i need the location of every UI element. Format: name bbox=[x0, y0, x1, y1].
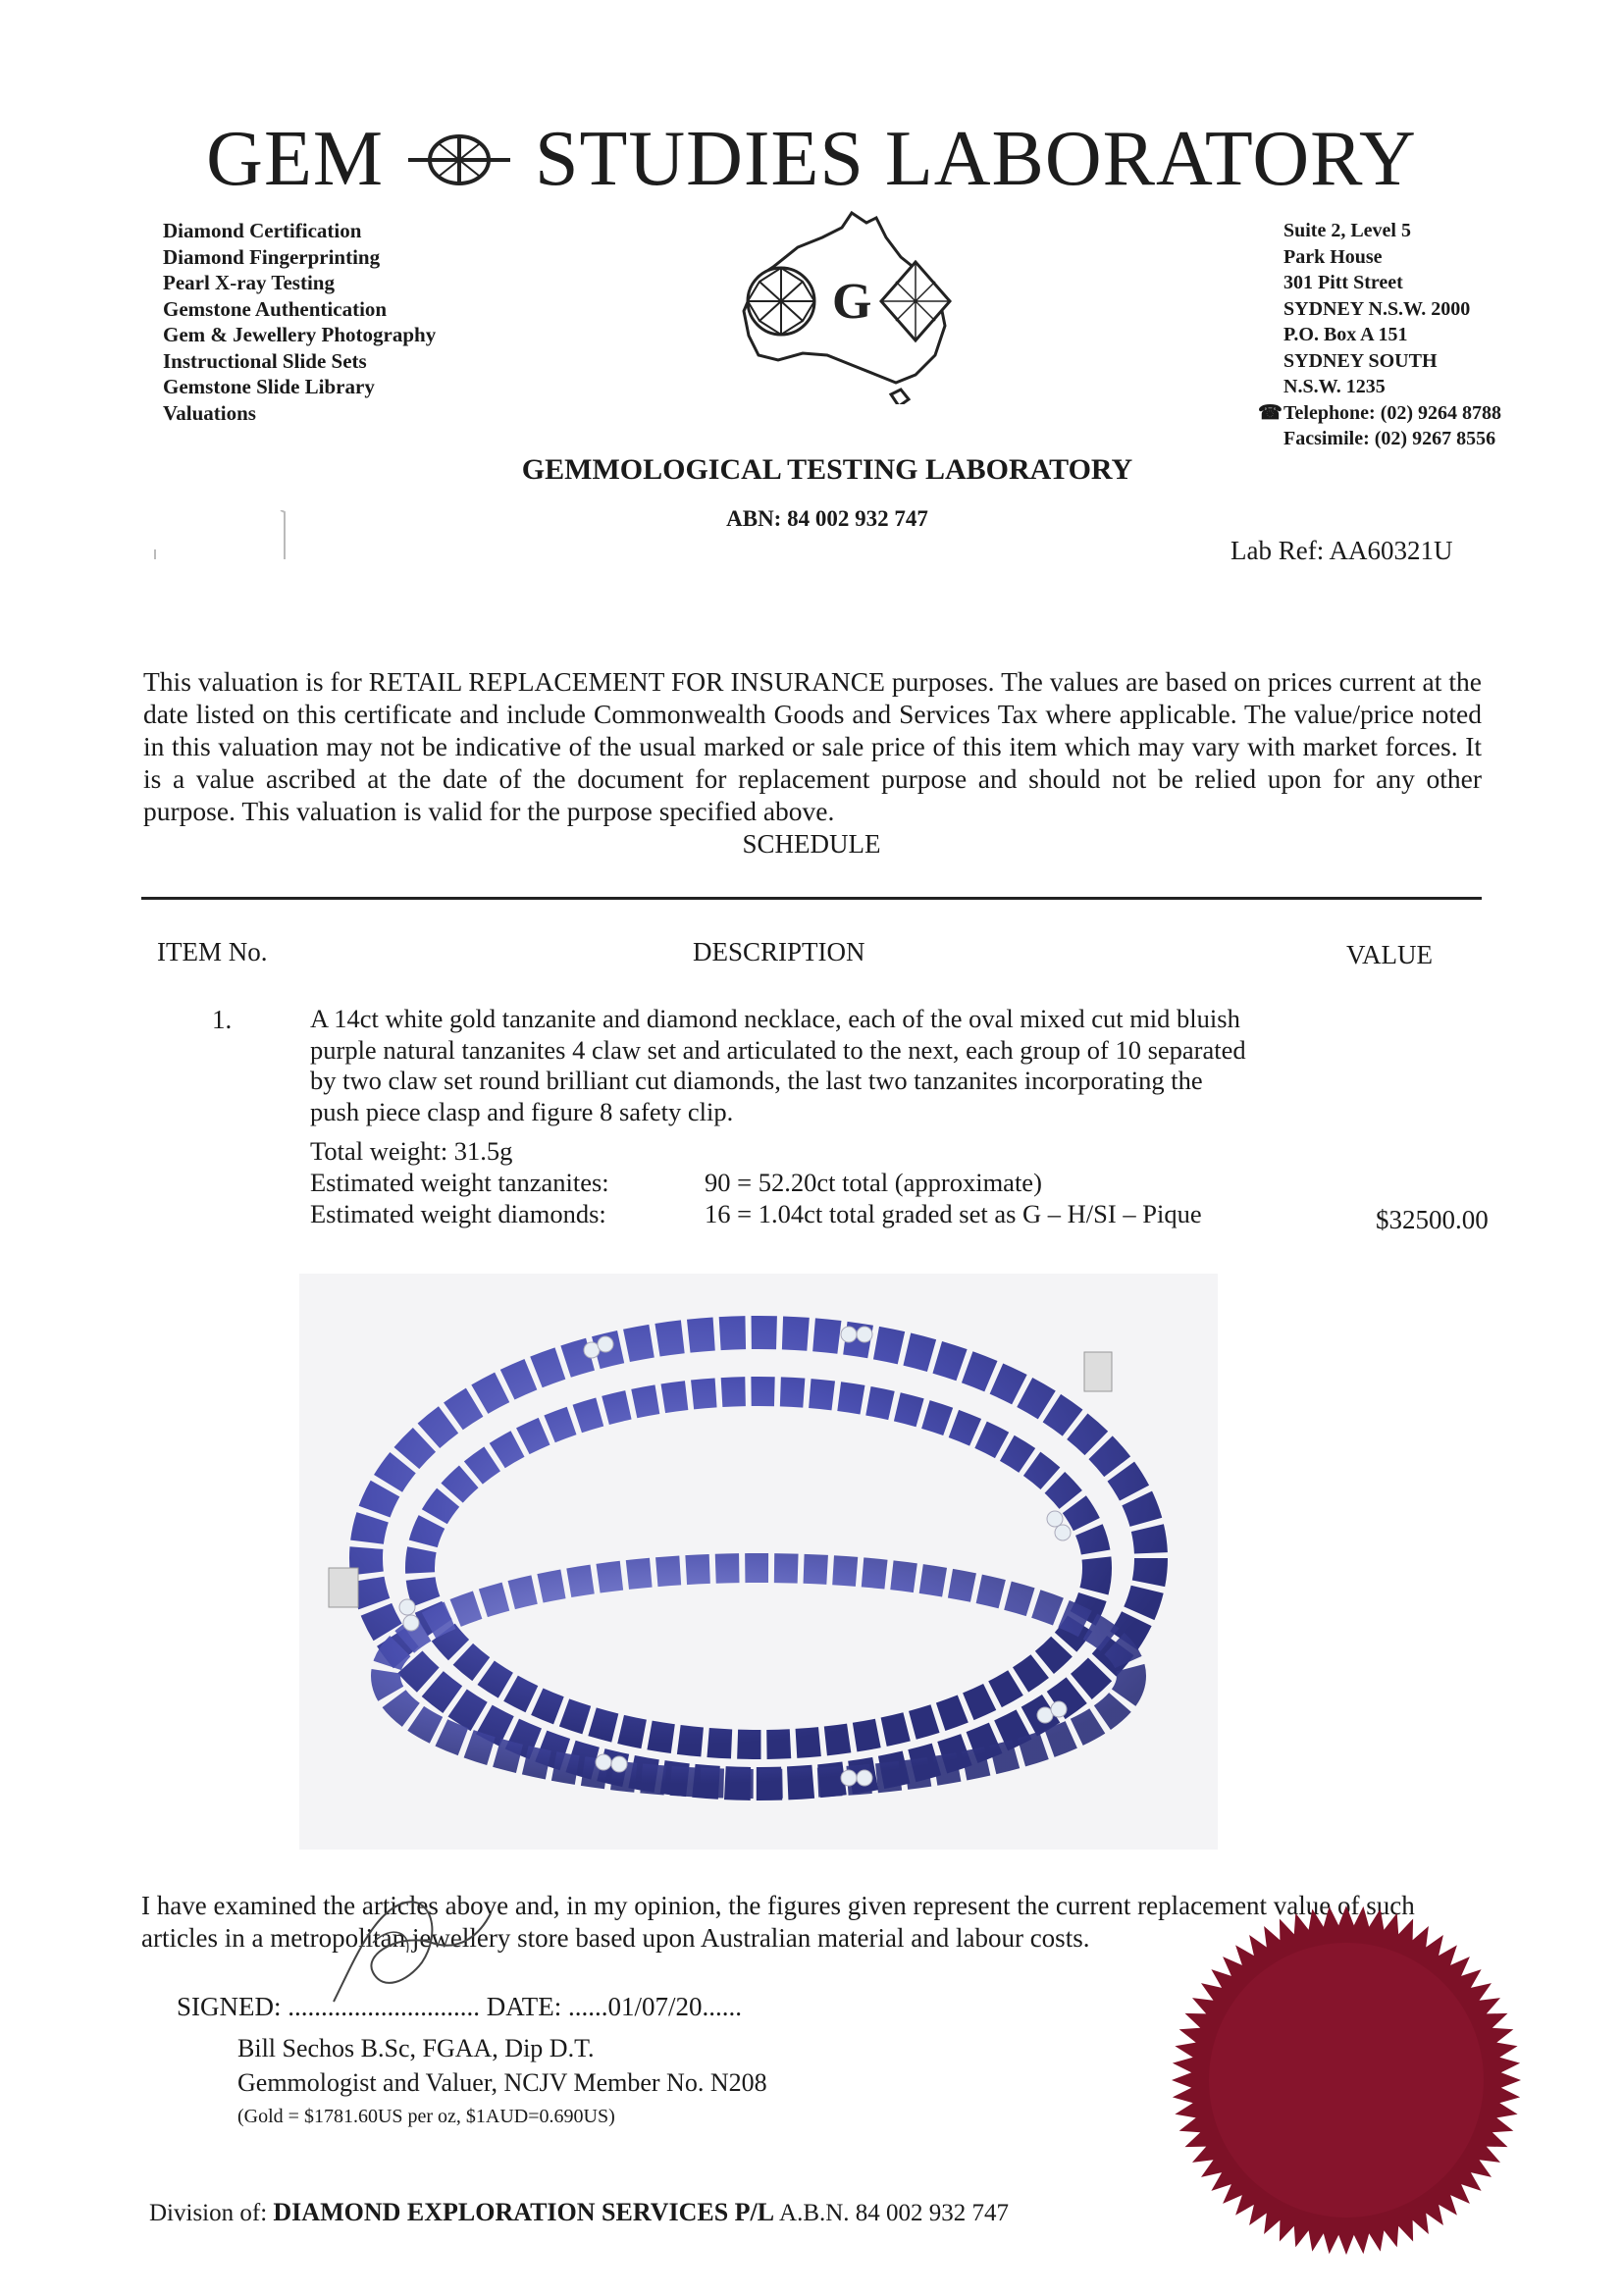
address-line: SYDNEY N.S.W. 2000 bbox=[1283, 297, 1471, 320]
australia-gem-logo bbox=[705, 208, 969, 404]
lab-abn: ABN: 84 002 932 747 bbox=[726, 506, 928, 531]
lab-address bbox=[1258, 218, 1502, 452]
facsimile-line: Facsimile: (02) 9267 8556 bbox=[1283, 428, 1496, 449]
necklace-image bbox=[299, 1274, 1218, 1850]
column-item-no: ITEM No. bbox=[157, 937, 268, 966]
address-line: Park House bbox=[1283, 245, 1383, 268]
service-item: Gemstone Authentication bbox=[163, 296, 388, 321]
division-line bbox=[149, 2198, 1009, 2227]
telephone-icon: ☎ bbox=[1258, 401, 1283, 424]
lab-reference: Lab Ref: AA60321U bbox=[1230, 536, 1453, 565]
logo-letter: G bbox=[832, 274, 872, 330]
address-line: 301 Pitt Street bbox=[1283, 272, 1403, 293]
signer-details bbox=[237, 2031, 767, 2134]
division-abn: A.B.N. 84 002 932 747 bbox=[779, 2200, 1010, 2226]
signer-title: Gemmologist and Valuer, NCJV Member No. N208 bbox=[237, 2068, 767, 2097]
division-prefix: Division of: bbox=[149, 2200, 268, 2226]
service-item: Pearl X-ray Testing bbox=[163, 271, 335, 294]
service-item: Gem & Jewellery Photography bbox=[163, 323, 437, 346]
telephone-text: Telephone: (02) 9264 8788 bbox=[1283, 401, 1502, 424]
tanzanite-weight-label: Estimated weight tanzanites: bbox=[310, 1168, 609, 1197]
lab-title bbox=[0, 108, 1623, 204]
signed-date-line: SIGNED: ............................. DATE: ......01/07/20...... bbox=[177, 1992, 742, 2021]
division-name: DIAMOND EXPLORATION SERVICES P/L bbox=[273, 2198, 775, 2226]
item-value: $32500.00 bbox=[1376, 1205, 1489, 1234]
title-gem: GEM bbox=[206, 116, 384, 203]
item-description: A 14ct white gold tanzanite and diamond necklace, each of the oval mixed cut mid bluish purple natural tanzanites 4 claw set and articulated to the next, each group of 10 separated by two claw set round brilliant cut diamonds, the last two tanzanites incorporating the push piece clasp and figure 8 safety clip. bbox=[310, 1004, 1246, 1126]
address-line: SYDNEY SOUTH bbox=[1283, 349, 1438, 372]
service-item: Valuations bbox=[163, 400, 256, 425]
divider bbox=[141, 897, 1482, 900]
lab-name: GEMMOLOGICAL TESTING LABORATORY bbox=[521, 453, 1133, 486]
service-item: Instructional Slide Sets bbox=[163, 348, 367, 373]
red-wax-seal bbox=[1170, 1904, 1523, 2257]
services-list bbox=[163, 218, 436, 426]
service-item: Diamond Certification bbox=[163, 219, 362, 242]
valuation-intro: This valuation is for RETAIL REPLACEMENT FOR INSURANCE purposes. The values are based on prices current at the date listed on this certificate and include Commonwealth Goods and Services Tax where applicable. The value/price noted in this valuation may not be indicative of the usual marked or sale price of this item which may vary with market forces. It is a value ascribed at the date of the document for replacement purpose and should not be relied upon for any other purpose. This valuation is valid for the purpose specified above. bbox=[143, 666, 1482, 826]
signature bbox=[314, 1874, 510, 2011]
tanzanite-weight-value: 90 = 52.20ct total (approximate) bbox=[705, 1168, 1042, 1197]
service-item: Diamond Fingerprinting bbox=[163, 244, 381, 269]
gem-diamond-icon bbox=[408, 130, 510, 189]
address-line: N.S.W. 1235 bbox=[1283, 376, 1386, 397]
column-description: DESCRIPTION bbox=[693, 937, 865, 966]
address-line: Suite 2, Level 5 bbox=[1283, 220, 1411, 241]
service-item: Gemstone Slide Library bbox=[163, 375, 375, 398]
address-line: P.O. Box A 151 bbox=[1283, 324, 1408, 345]
column-value: VALUE bbox=[1346, 940, 1434, 969]
item-number: 1. bbox=[212, 1005, 233, 1034]
diamond-weight-value: 16 = 1.04ct total graded set as G – H/SI – Pique bbox=[705, 1199, 1202, 1228]
signer-name: Bill Sechos B.Sc, FGAA, Dip D.T. bbox=[237, 2034, 595, 2062]
necklace-photo bbox=[299, 1274, 1218, 1850]
telephone-line bbox=[1258, 400, 1502, 427]
schedule-title: SCHEDULE bbox=[742, 829, 881, 859]
certification-statement: I have examined the articles above and, in my opinion, the figures given represent the current replacement value of such articles in a metropolitan jewellery store based upon Australian material and labour costs. bbox=[141, 1891, 1415, 1953]
title-studies-laboratory: STUDIES LABORATORY bbox=[534, 116, 1417, 203]
diamond-weight-label: Estimated weight diamonds: bbox=[310, 1199, 606, 1228]
exchange-rates: (Gold = $1781.60US per oz, $1AUD=0.690US) bbox=[237, 2106, 615, 2127]
item-total-weight: Total weight: 31.5g bbox=[310, 1136, 513, 1166]
